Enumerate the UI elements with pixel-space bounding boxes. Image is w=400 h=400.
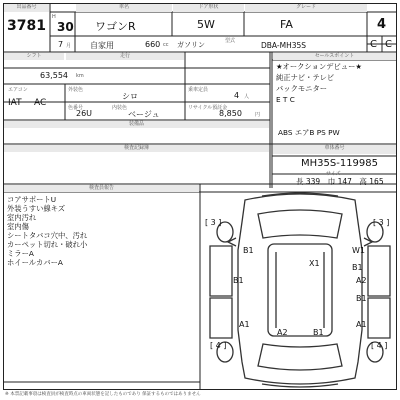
interior-color-label: 内装色	[112, 105, 128, 111]
aircon-value: AC	[34, 98, 47, 108]
damage-mark: B1	[352, 263, 363, 272]
lot-number: 3781	[7, 18, 46, 34]
shift-label: シフト	[4, 53, 64, 60]
year-value: 30	[57, 20, 74, 34]
doors-value: 5W	[197, 18, 215, 31]
damage-mark: A2	[277, 328, 288, 337]
damage-mark: [ 3 ]	[205, 218, 222, 227]
inspector-note-2: 室内汚れ	[7, 213, 37, 222]
damage-mark: [ 3 ]	[373, 218, 390, 227]
fuel-value: ガソリン	[177, 41, 205, 49]
selling-point-3: E T C	[276, 95, 295, 104]
vin-value: MH35S-119985	[301, 158, 379, 169]
color-label: 外装色	[68, 87, 84, 93]
capacity-value: 4	[234, 91, 240, 100]
vin-caption: 車体番号	[273, 145, 396, 154]
inspector-note-7: ホイールカバーA	[7, 258, 63, 267]
color-value: シロ	[122, 92, 138, 101]
grade-value: FA	[280, 18, 293, 31]
month-value: 7	[58, 40, 64, 49]
interior-color-value: ベージュ	[128, 110, 160, 119]
year-era: H	[52, 14, 56, 20]
recycle-label: リサイクル預託金	[188, 105, 228, 111]
auction-score: 4	[377, 17, 387, 32]
inspector-note-4: シートタバコ穴中、汚れ	[7, 231, 88, 240]
damage-mark: X1	[309, 259, 320, 268]
type-code: DBA-MH35S	[261, 41, 307, 50]
capacity-label: 乗車定員	[188, 87, 209, 93]
type-label: 型式	[225, 38, 236, 44]
inspector-note-1: 外装うすい線キズ	[7, 204, 66, 213]
car-diagram	[210, 193, 390, 387]
damage-mark: B1	[243, 246, 254, 255]
exterior-grade: C	[385, 39, 392, 50]
dimensions: 長 339 巾 147 高 165	[296, 177, 384, 186]
ac-label: エアコン	[8, 87, 28, 93]
model-name: ワゴンR	[95, 20, 136, 33]
selling-point-0: ★オークションデビュー★	[276, 62, 362, 71]
color-code-value: 26U	[76, 109, 93, 118]
inspector-note-6: ミラーA	[7, 249, 34, 258]
damage-mark: B1	[313, 328, 324, 337]
mileage-value: 63,554	[40, 71, 68, 80]
recycle-unit: 円	[255, 112, 261, 118]
cc-value: 660	[145, 40, 161, 49]
lot-label: 出品番号	[4, 4, 49, 12]
inspector-title: 検査員報告	[4, 185, 199, 192]
usage-value: 自家用	[90, 41, 114, 50]
record-caption: 検査記録簿	[4, 145, 269, 152]
extra-label: 装備品	[4, 121, 269, 128]
inspector-note-0: コアサポートU	[7, 195, 57, 204]
damage-mark: B1	[356, 294, 367, 303]
mileage-unit: km	[76, 73, 84, 79]
damage-mark: A2	[356, 276, 367, 285]
selling-point-2: バックモニター	[276, 84, 328, 93]
size-caption: サイズ	[326, 171, 341, 177]
damage-mark: [ 4 ]	[371, 341, 388, 350]
grade-label: グレード	[245, 4, 367, 12]
mileage-label: 走行	[66, 53, 184, 60]
month-unit: 月	[66, 43, 72, 49]
damage-mark: B1	[233, 276, 244, 285]
damage-mark: A1	[239, 320, 250, 329]
interior-grade: C	[370, 39, 377, 50]
inspector-note-5: カーペット切れ・破れ小	[7, 240, 88, 249]
equipment-list: ABS エアB PS PW	[278, 128, 340, 137]
damage-mark: [ 4 ]	[210, 341, 227, 350]
damage-mark: W1	[352, 246, 365, 255]
capacity-unit: 人	[244, 94, 250, 100]
color-code-label: 色番号	[68, 105, 84, 111]
doors-label: ドア形状	[173, 4, 244, 12]
cc-unit: cc	[163, 42, 169, 48]
selling-points-title: セールスポイント	[273, 53, 396, 60]
damage-mark: A1	[356, 320, 367, 329]
footer-note: ※ 本票記載事項は検査員が検査時点の車両状態を記したものであり 保証するものではありません	[5, 392, 201, 397]
maker-label: 車名	[76, 4, 172, 12]
selling-point-1: 純正ナビ・テレビ	[276, 73, 335, 82]
recycle-fee: 8,850	[219, 109, 242, 118]
inspector-note-3: 室内傷	[7, 222, 29, 231]
transmission-value: IAT	[8, 98, 22, 108]
